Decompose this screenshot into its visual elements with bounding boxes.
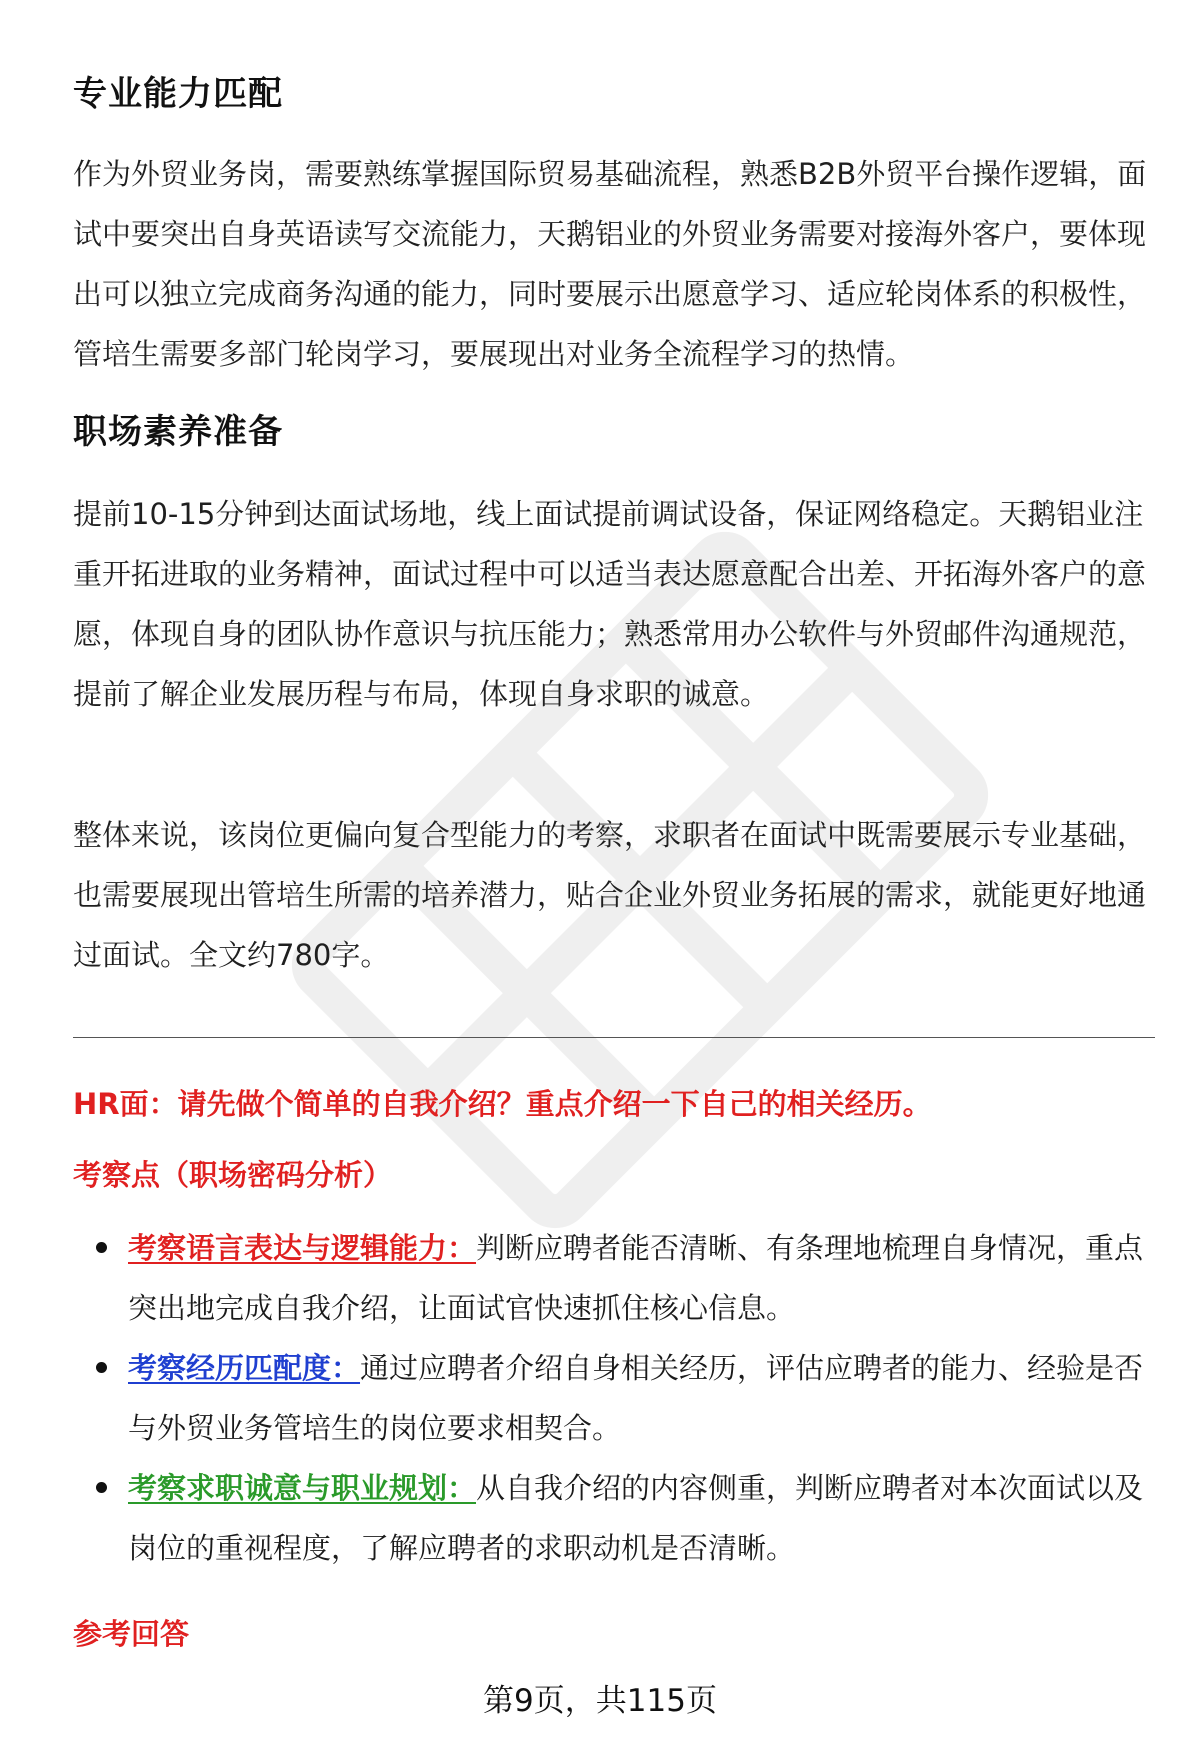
paragraph-summary: 整体来说，该岗位更偏向复合型能力的考察，求职者在面试中既需要展示专业基础，也需要展现出管培生所需的培养潜力，贴合企业外贸业务拓展的需求，就能更好地通过面试。全文约780字。 [73, 818, 1147, 972]
list-item [96, 1218, 1156, 1338]
point-text: 通过应聘者介绍自身相关经历，评估应聘者的能力、经验是否与外贸业务管培生的岗位要求相契合。 [128, 1351, 1144, 1445]
point-label: 考察经历匹配度： [128, 1351, 361, 1385]
divider [73, 1037, 1155, 1038]
analysis-list [96, 1218, 1156, 1578]
page-number: 第9页，共115页 [483, 1683, 717, 1719]
answer-title: 参考回答 [73, 1617, 190, 1651]
point-label: 考察语言表达与逻辑能力： [128, 1231, 477, 1265]
question-title: HR面：请先做个简单的自我介绍？重点介绍一下自己的相关经历。 [73, 1087, 932, 1121]
analysis-title: 考察点（职场密码分析） [73, 1158, 393, 1192]
paragraph-skills: 作为外贸业务岗，需要熟练掌握国际贸易基础流程，熟悉B2B外贸平台操作逻辑，面试中要突出自身英语读写交流能力，天鹅铝业的外贸业务需要对接海外客户，要体现出可以独立完成商务沟通的能力，同时要展示出愿意学习、适应轮岗体系的积极性，管培生需要多部门轮岗学习，要展现出对业务全流程学习的热情。 [73, 157, 1147, 371]
list-item [96, 1338, 1156, 1458]
bullet-icon [96, 1362, 107, 1373]
point-label: 考察求职诚意与职业规划： [128, 1471, 477, 1505]
paragraph-workplace: 提前10-15分钟到达面试场地，线上面试提前调试设备，保证网络稳定。天鹅铝业注重开拓进取的业务精神，面试过程中可以适当表达愿意配合出差、开拓海外客户的意愿，体现自身的团队协作意识与抗压能力；熟悉常用办公软件与外贸邮件沟通规范，提前了解企业发展历程与布局，体现自身求职的诚意。 [73, 497, 1147, 711]
point-text: 判断应聘者能否清晰、有条理地梳理自身情况，重点突出地完成自我介绍，让面试官快速抓住核心信息。 [128, 1231, 1144, 1325]
list-item [96, 1458, 1156, 1578]
bullet-icon [96, 1482, 107, 1493]
point-text: 从自我介绍的内容侧重，判断应聘者对本次面试以及岗位的重视程度，了解应聘者的求职动机是否清晰。 [128, 1471, 1144, 1565]
bullet-icon [96, 1242, 107, 1253]
section-title-skills: 专业能力匹配 [73, 74, 283, 114]
section-title-workplace: 职场素养准备 [73, 412, 283, 452]
